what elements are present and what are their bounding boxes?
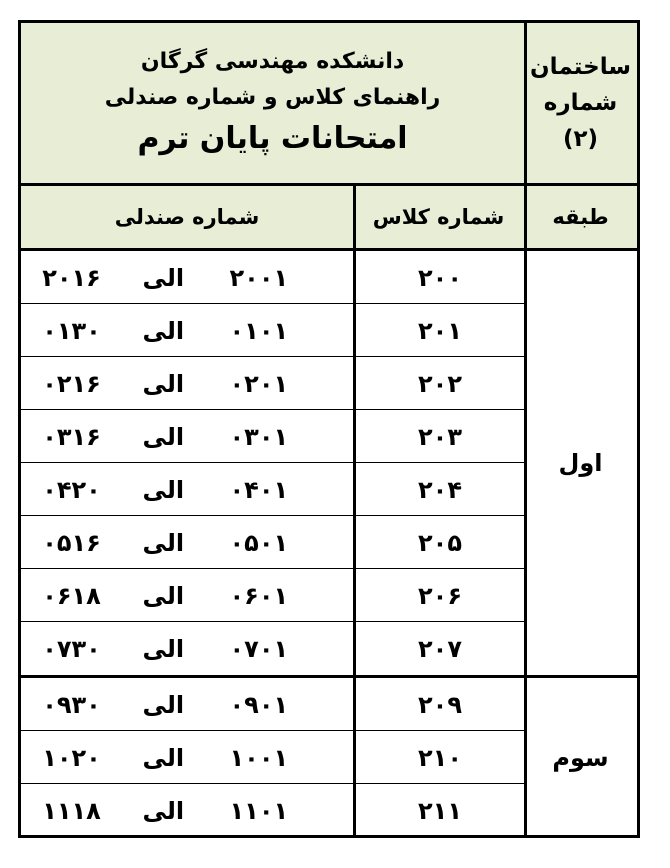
class-number-cell: ۲۰۷ [418,634,462,663]
class-number-header: شماره کلاس [353,186,524,248]
range-word: الی [142,634,185,663]
seat-to: ۱۱۱۸ [42,796,101,825]
class-number-cell: ۲۰۹ [418,690,462,719]
seat-range-cell [21,731,353,784]
seat-range-cell [21,622,353,675]
floor-header: طبقه [524,186,637,248]
range-word: الی [142,263,185,292]
seat-range-cell [21,516,353,569]
range-word: الی [142,422,185,451]
floor-cell-first: اول [558,449,603,477]
class-number-cell: ۲۰۲ [418,369,462,398]
seat-from: ۰۹۰۱ [229,690,289,719]
class-number-cell: ۲۰۳ [418,422,462,451]
range-word: الی [142,369,185,398]
seat-range-cell [21,678,353,731]
seat-from: ۰۷۰۱ [229,634,289,663]
seat-from: ۰۵۰۱ [229,528,289,557]
seat-to: ۰۲۱۶ [42,369,101,398]
class-number-cell: ۲۰۰ [418,263,462,292]
class-number-cell: ۲۱۰ [418,743,462,772]
seat-range-cell [21,784,353,837]
exam-title: امتحانات پایان ترم [137,121,408,156]
seat-from: ۲۰۰۱ [229,263,289,292]
seating-guide-table [18,20,640,838]
range-word: الی [142,316,185,345]
building-label: ساختمان [530,54,631,80]
seat-from: ۰۶۰۱ [229,581,289,610]
seat-number-header: شماره صندلی [21,186,353,248]
seat-to: ۰۴۲۰ [42,475,101,504]
faculty-name: دانشکده مهندسی گرگان [140,49,405,74]
seat-to: ۰۳۱۶ [42,422,101,451]
seat-range-cell [21,463,353,516]
seat-range-cell [21,357,353,410]
seat-range-cell [21,251,353,304]
seat-to: ۰۹۳۰ [42,690,101,719]
range-word: الی [142,690,185,719]
seat-from: ۱۱۰۱ [229,796,289,825]
range-word: الی [142,475,185,504]
seat-to: ۰۵۱۶ [42,528,101,557]
class-number-cell: ۲۰۶ [418,581,462,610]
divider [353,183,356,835]
class-number-cell: ۲۰۱ [418,316,462,345]
range-word: الی [142,581,185,610]
range-word: الی [142,528,185,557]
range-word: الی [142,743,185,772]
seat-to: ۲۰۱۶ [42,263,101,292]
seat-to: ۱۰۲۰ [42,743,101,772]
divider [21,248,637,251]
building-number-value: (۲) [562,126,599,152]
building-number-label: شماره [543,90,618,116]
class-number-cell: ۲۱۱ [418,796,462,825]
title-block [21,23,524,183]
class-number-cell: ۲۰۵ [418,528,462,557]
seat-to: ۰۱۳۰ [42,316,101,345]
seat-range-cell [21,410,353,463]
seat-from: ۰۴۰۱ [229,475,289,504]
seat-range-cell [21,569,353,622]
seat-to: ۰۶۱۸ [42,581,101,610]
floor-cell-third: سوم [552,744,609,772]
seat-from: ۰۱۰۱ [229,316,289,345]
class-number-cell: ۲۰۴ [418,475,462,504]
seat-from: ۱۰۰۱ [229,743,289,772]
seat-from: ۰۳۰۱ [229,422,289,451]
divider [21,675,637,678]
range-word: الی [142,796,185,825]
divider [21,183,637,186]
divider [524,23,527,835]
building-number-cell [524,23,637,183]
guide-subtitle: راهنمای کلاس و شماره صندلی [104,85,441,110]
seat-range-cell [21,304,353,357]
seat-to: ۰۷۳۰ [42,634,101,663]
seat-from: ۰۲۰۱ [229,369,289,398]
